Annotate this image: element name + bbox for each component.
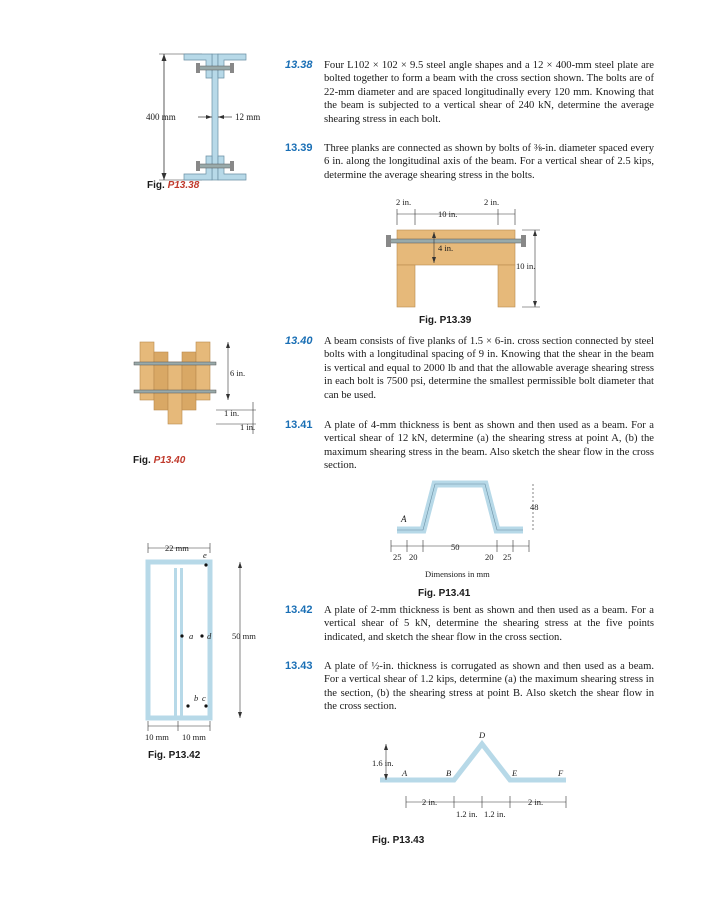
point-D: D: [479, 730, 486, 740]
problem-number-13-41: 13.41: [285, 419, 313, 431]
dim-6in: 6 in.: [230, 368, 246, 378]
dim-10mm-left: 10 mm: [145, 732, 169, 742]
dim-400mm: 400 mm: [146, 112, 176, 122]
figure-p13-43: [370, 730, 580, 830]
dim-2in-right: 2 in.: [484, 197, 500, 207]
caption-p13-43: Fig. P13.43: [372, 835, 425, 846]
problem-number-13-43: 13.43: [285, 660, 313, 672]
problem-number-13-38: 13.38: [285, 59, 313, 71]
problem-text-13-40: A beam consists of five planks of 1.5 × 6-in. cross section connected by steel bolts with a longitudinal spacing of 9 in. Knowing that the shear in the beam is vertical and equal to 2000 lb and that the allowable average shearing stress in each bolt is 7500 psi, determine the smallest permissible bolt diameter that can be used.: [324, 336, 654, 401]
problem-text-13-43: A plate of ½-in. thickness is corrugated as shown and then used as a beam. For a vertical shear of 1.2 kips, determine (a) the maximum shearing stress in the section, (b) the shearing stress at point B. Also sketch the shear flow in the cross section.: [324, 661, 654, 713]
dim-20-right: 20: [485, 552, 494, 562]
problem-text-13-38: Four L102 × 102 × 9.5 steel angle shapes and a 12 × 400-mm steel plate are bolted together to form a beam with the cross section shown. The bolts are of 22-mm diameter and are spaced longitudinally every 120 mm. Knowing that the beam is subjected to a vertical shear of 240 kN, determine the average shearing stress in each bolt.: [324, 60, 654, 125]
dim-50: 50: [451, 542, 460, 552]
dim-25-left: 25: [393, 552, 402, 562]
dim-1in-a: 1 in.: [224, 408, 240, 418]
caption-p13-40: Fig. P13.40: [133, 455, 186, 466]
problem-number-13-39: 13.39: [285, 142, 313, 154]
caption-p13-39: Fig. P13.39: [419, 315, 472, 326]
problem-text-13-39: Three planks are connected as shown by bolts of ⅜-in. diameter spaced every 6 in. along the longitudinal axis of the beam. For a vertical shear of 2.5 kips, determine the average shearing stress in the bolts.: [324, 143, 654, 181]
figure-p13-42: [140, 538, 280, 743]
dim-25-right: 25: [503, 552, 512, 562]
problem-number-13-40: 13.40: [285, 335, 313, 347]
figure-p13-38: [140, 48, 280, 188]
caption-p13-41: Fig. P13.41: [418, 588, 471, 599]
dim-1-6in: 1.6 in.: [372, 758, 394, 768]
point-A: A: [402, 768, 408, 778]
dim-1-2in-left: 1.2 in.: [456, 809, 478, 819]
point-A: A: [401, 514, 407, 524]
caption-p13-38: Fig. P13.38: [147, 180, 200, 191]
dim-20-left: 20: [409, 552, 418, 562]
point-F: F: [558, 768, 564, 778]
figure-p13-39: [380, 195, 550, 315]
dim-1in-b: 1 in.: [240, 422, 256, 432]
point-c: c: [202, 693, 206, 703]
problem-text-13-41: A plate of 4-mm thickness is bent as shown and then used as a beam. For a vertical shear of 12 kN, determine (a) the shearing stress at point A, (b) the maximum shearing stress in the beam. Also sketch the shear flow in the cross section.: [324, 420, 654, 472]
dim-10mm-right: 10 mm: [182, 732, 206, 742]
dim-2in-left: 2 in.: [422, 797, 438, 807]
point-d: d: [207, 631, 212, 641]
dim-10in-height: 10 in.: [516, 261, 536, 271]
dim-4in: 4 in.: [438, 243, 454, 253]
problem-text-13-42: A plate of 2-mm thickness is bent as shown and then used as a beam. For a vertical shear of 5 kN, determine the shearing stress at the five points indicated, and sketch the shear flow in the cross section.: [324, 605, 654, 643]
dim-22mm: 22 mm: [165, 543, 189, 553]
problem-number-13-42: 13.42: [285, 604, 313, 616]
point-B: B: [446, 768, 452, 778]
point-b: b: [194, 693, 199, 703]
dim-12mm: 12 mm: [235, 112, 261, 122]
figure-p13-40: [128, 338, 278, 448]
point-a: a: [189, 631, 194, 641]
dim-2in-right: 2 in.: [528, 797, 544, 807]
dim-1-2in-right: 1.2 in.: [484, 809, 506, 819]
dim-48: 48: [530, 502, 539, 512]
units-note: Dimensions in mm: [425, 569, 490, 579]
point-e: e: [203, 550, 207, 560]
dim-2in-left: 2 in.: [396, 197, 412, 207]
figure-p13-41: [385, 478, 550, 583]
caption-p13-42: Fig. P13.42: [148, 750, 201, 761]
dim-50mm: 50 mm: [232, 631, 256, 641]
dim-10in-span: 10 in.: [438, 209, 458, 219]
point-E: E: [512, 768, 518, 778]
